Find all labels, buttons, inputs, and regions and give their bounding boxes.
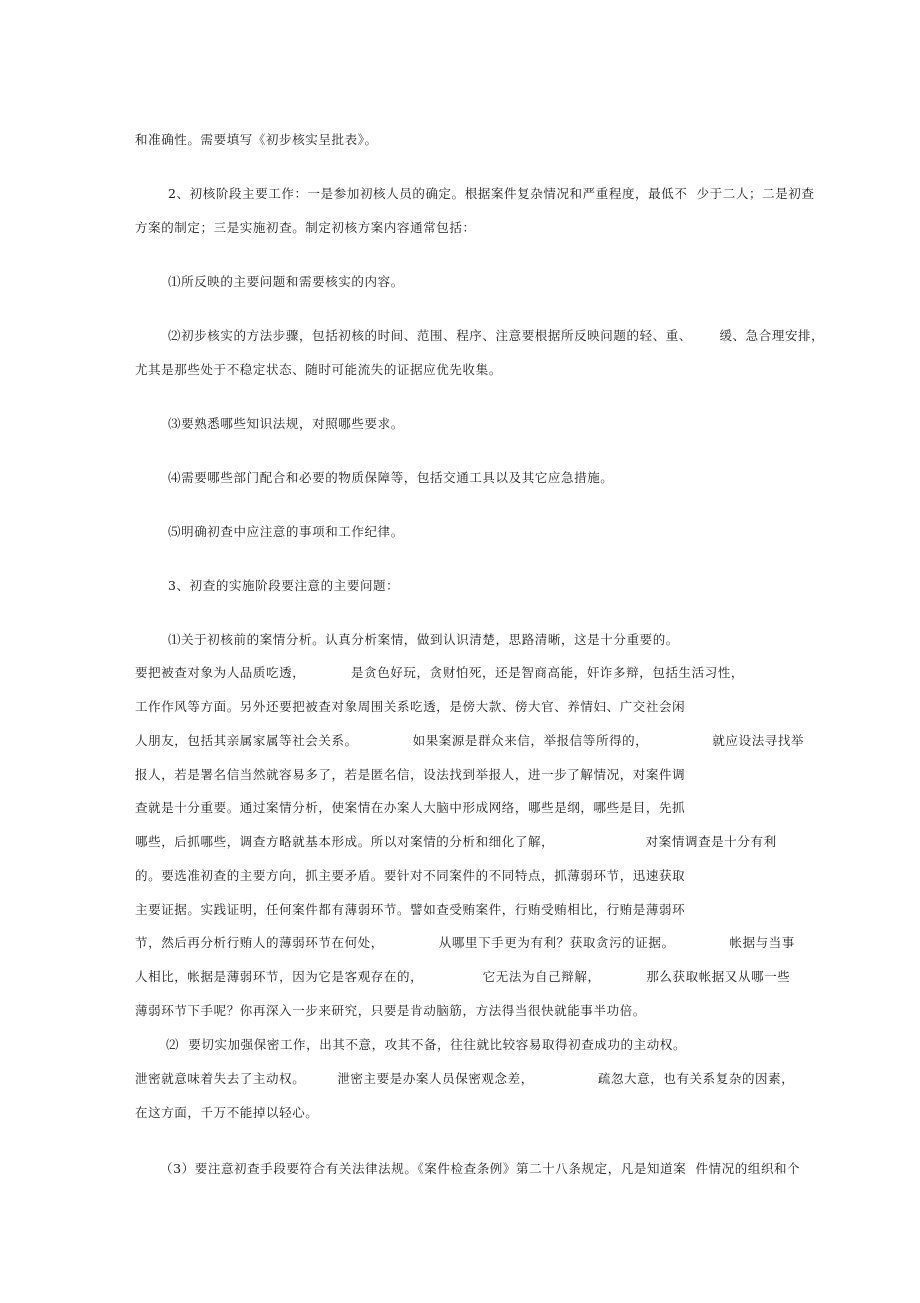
- text-line: ⑶要熟悉哪些知识法规，对照哪些要求。: [168, 416, 404, 431]
- text-line: ⑴所反映的主要问题和需要核实的内容。: [168, 274, 404, 289]
- text-line: ⑴关于初核前的案情分析。认真分析案情，做到认识清楚，思路清晰，这是十分重要的。: [168, 632, 679, 647]
- text-line: ⑸明确初查中应注意的事项和工作纪律。: [168, 524, 404, 539]
- text-line: 方案的制定；三是实施初查。制定初核方案内容通常包括：: [135, 220, 476, 235]
- text-line: 人相比，帐据是薄弱环节，因为它是客观存在的， 它无法为自己辩解， 那么获取帐据又从哪一些: [135, 969, 791, 984]
- text-line: 哪些，后抓哪些，调查方略就基本形成。所以对案情的分析和细化了解， 对案情调查是十分有利: [135, 834, 777, 849]
- text-line: 查就是十分重要。通过案情分析，使案情在办案人大脑中形成网络，哪些是纲，哪些是目，先抓: [135, 800, 686, 815]
- text-line: ⑵ 要切实加强保密工作，出其不意，攻其不备，往往就比较容易取得初查成功的主动权。: [166, 1037, 687, 1052]
- text-line: 工作作风等方面。另外还要把被查对象周围关系吃透，是傍大款、傍大官、养情妇、广交社会闲: [135, 699, 686, 714]
- text-line: （3）要注意初查手段要符合有关法律法规。《案件检查条例》第二十八条规定，凡是知道案 件情况的组织和个: [160, 1161, 801, 1176]
- text-line: ⑵初步核实的方法步骤，包括初核的时间、范围、程序、注意要根据所反映问题的轻、重、 缓、急合理安排，: [168, 328, 825, 343]
- text-line: ⑷需要哪些部门配合和必要的物质保障等，包括交通工具以及其它应急措施。: [168, 470, 614, 485]
- text-line: 泄密就意味着失去了主动权。 泄密主要是办案人员保密观念差， 疏忽大意，也有关系复杂的因素，: [135, 1071, 795, 1086]
- text-line: 在这方面，千万不能掉以轻心。: [135, 1105, 319, 1120]
- text-line: 的。要选准初查的主要方向，抓主要矛盾。要针对不同案件的不同特点，抓薄弱环节，迅速获取: [135, 868, 686, 883]
- text-line: 2、初核阶段主要工作：一是参加初核人员的确定。根据案件复杂情况和严重程度，最低不 少于二人；二是初查: [168, 186, 815, 201]
- text-line: 和准确性。需要填写《初步核实呈批表》。: [135, 132, 378, 147]
- text-line: 节，然后再分析行贿人的薄弱环节在何处， 从哪里下手更为有利？获取贪污的证据。 帐据与当事: [135, 935, 795, 950]
- text-line: 报人，若是署名信当然就容易多了，若是匿名信，设法找到举报人，进一步了解情况，对案件调: [135, 767, 686, 782]
- text-line: 要把被查对象为人品质吃透， 是贪色好玩，贪财怕死，还是智商高能，奸诈多辩，包括生活习性，: [135, 665, 745, 680]
- text-line: 人朋友，包括其亲属家属等社会关系。 如果案源是群众来信，举报信等所得的， 就应设法寻找举: [135, 733, 805, 748]
- text-line: 主要证据。实践证明，任何案件都有薄弱环节。譬如查受贿案件，行贿受贿相比，行贿是薄弱环: [135, 902, 686, 917]
- text-line: 3、初查的实施阶段要注意的主要问题：: [168, 578, 400, 593]
- text-line: 尤其是那些处于不稳定状态、随时可能流失的证据应优先收集。: [135, 362, 502, 377]
- text-line: 薄弱环节下手呢？你再深入一步来研究，只要是肯动脑筋，方法得当很快就能事半功倍。: [135, 1003, 646, 1018]
